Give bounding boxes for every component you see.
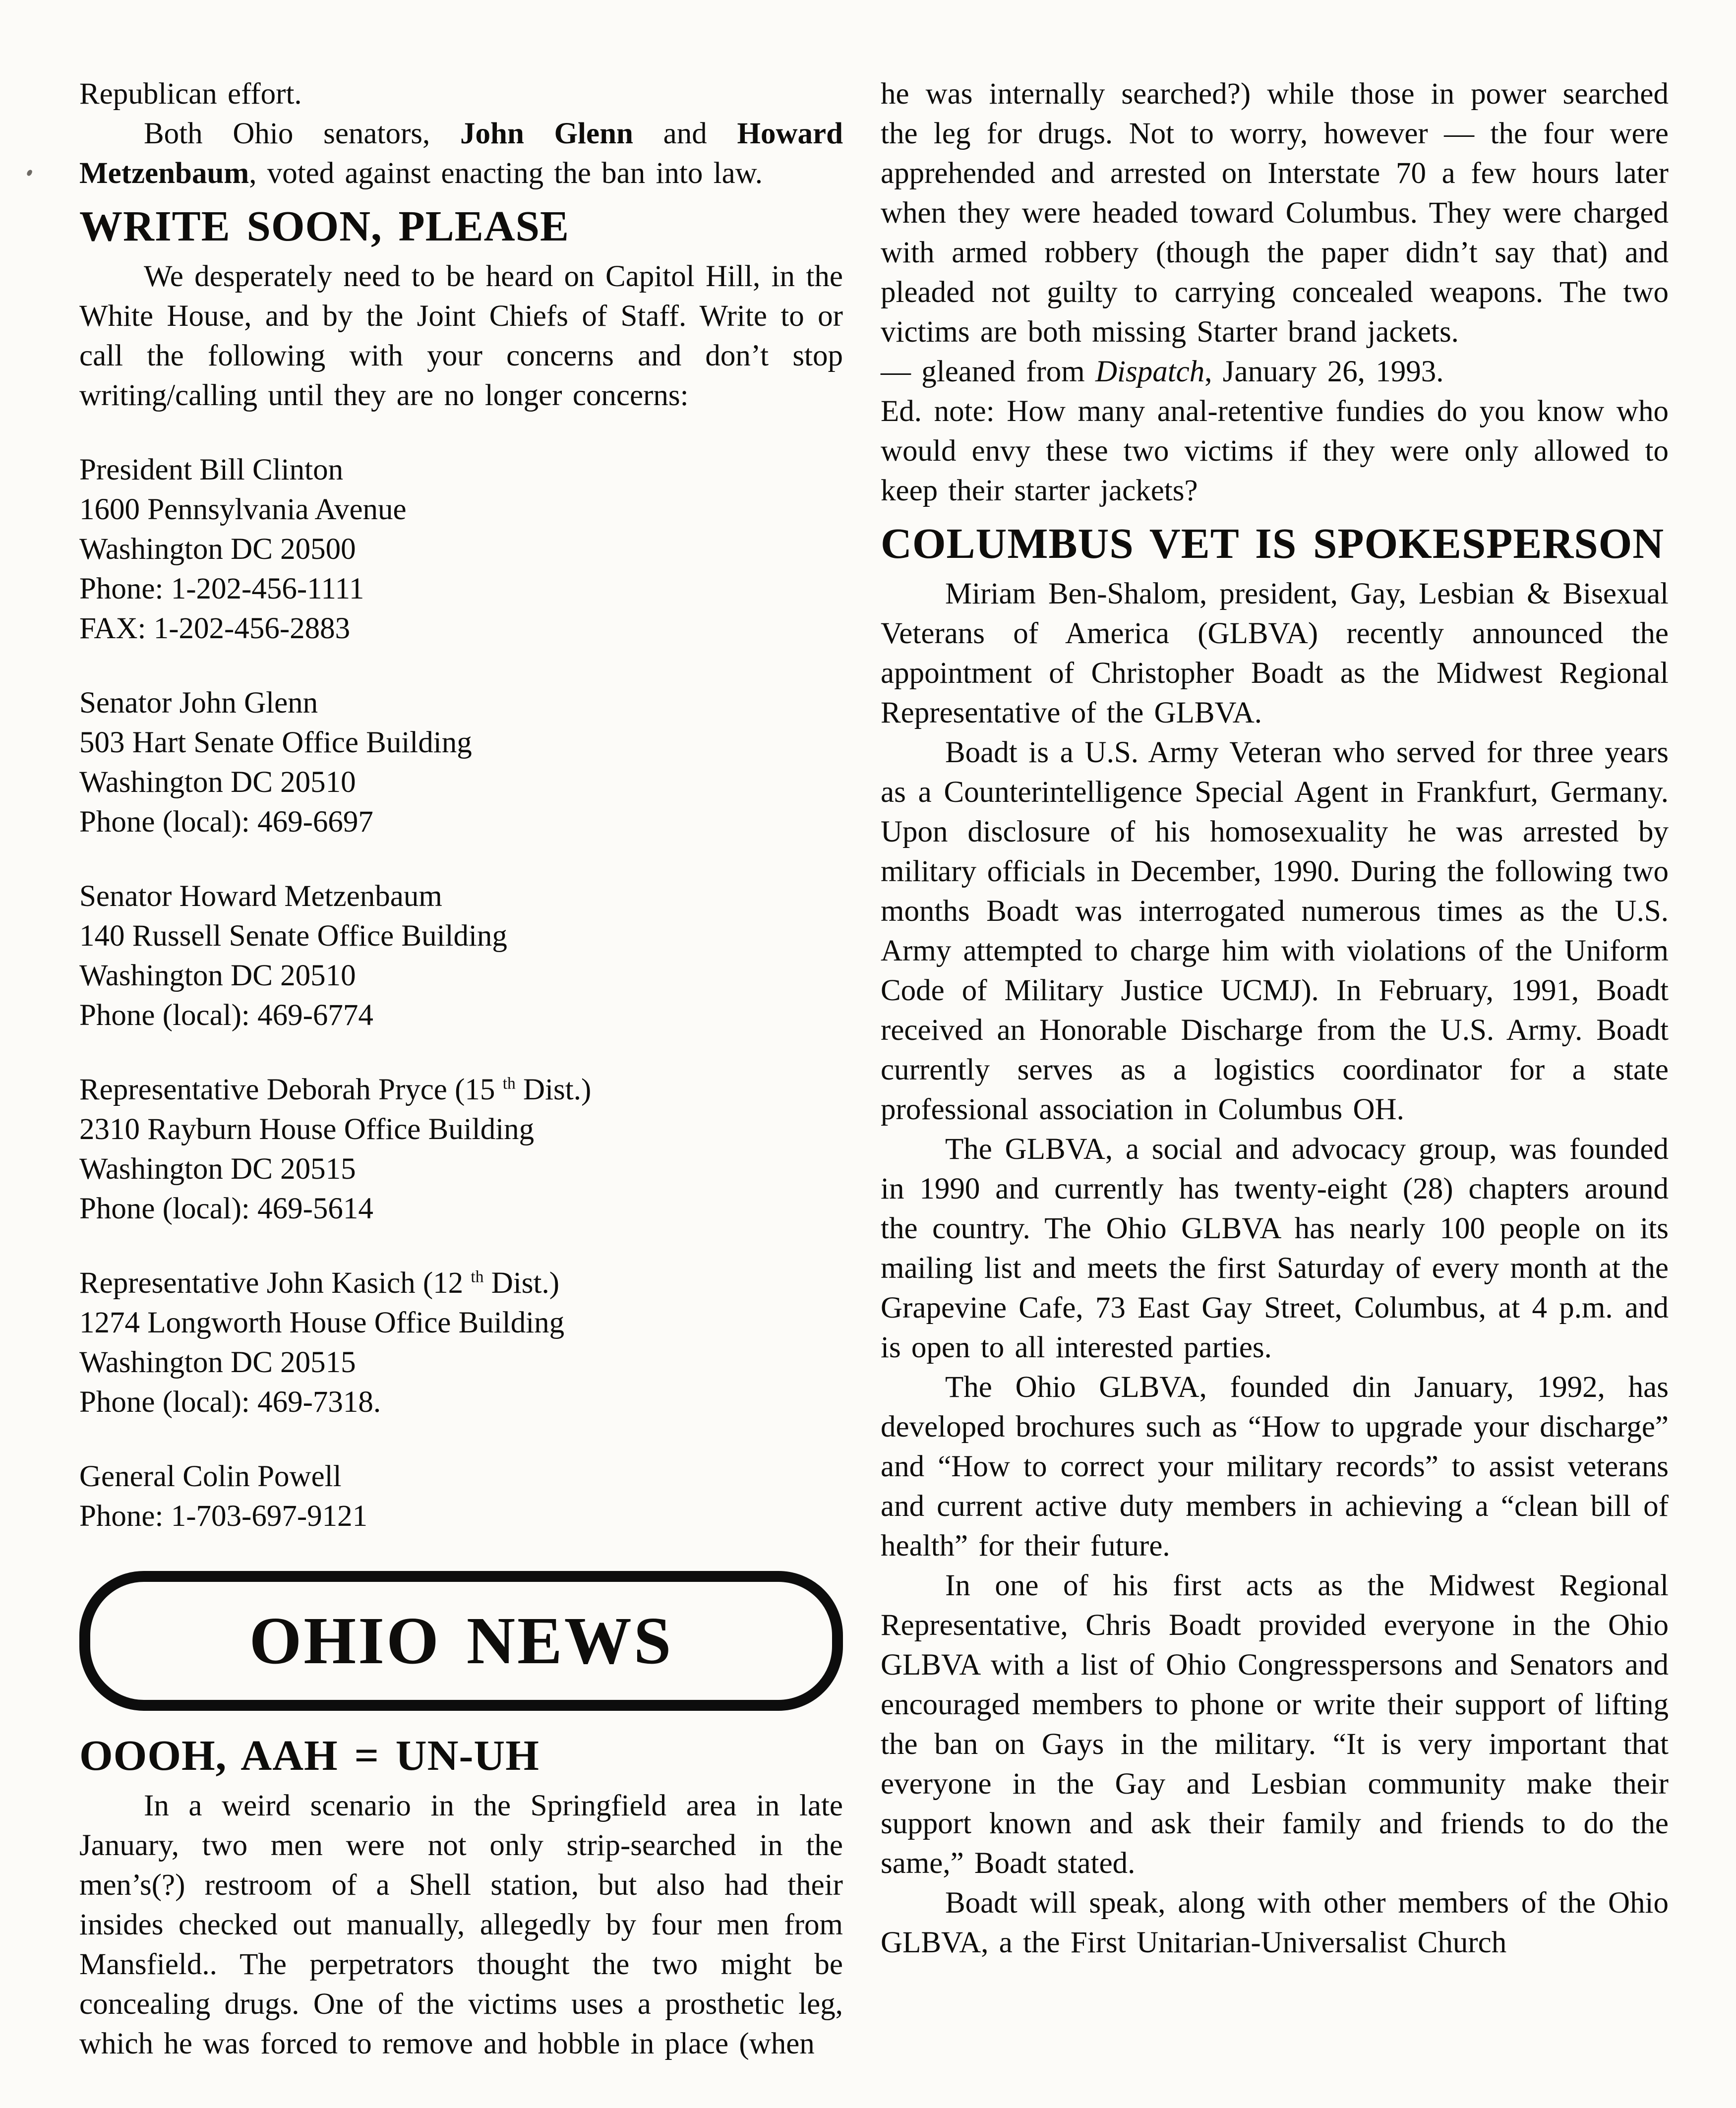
contact-line — [79, 916, 843, 956]
ohio-news-banner-title: OHIO NEWS — [249, 1604, 673, 1678]
para-first-acts — [881, 1566, 1669, 1883]
text-segment: Phone (local): 469-7318. — [79, 1385, 381, 1419]
para-glbva-founded — [881, 1130, 1669, 1368]
text-segment: Boadt will speak, along with other members of the Ohio GLBVA, a the First Unitarian-Universalist Church — [881, 1886, 1669, 1959]
text-segment: Republican effort. — [79, 77, 302, 111]
text-segment: Senator Howard Metzenbaum — [79, 880, 442, 913]
text-segment: Phone (local): 469-5614 — [79, 1192, 373, 1225]
contact-pryce — [79, 1070, 843, 1229]
para-brochures — [881, 1368, 1669, 1566]
para-both-senators — [79, 114, 843, 193]
text-segment: General Colin Powell — [79, 1460, 342, 1493]
text-segment: Ed. note: How many anal-retentive fundies do you know who would envy these two victims if they were only allowed to keep their starter jackets? — [881, 395, 1669, 507]
text-segment: Phone (local): 469-6697 — [79, 805, 373, 839]
heading-columbus-vet: COLUMBUS VET IS SPOKESPERSON — [881, 519, 1665, 567]
para-ed-note — [881, 392, 1669, 511]
contact-line — [79, 490, 843, 530]
ohio-news-banner — [79, 1571, 843, 1711]
contact-powell — [79, 1457, 843, 1536]
contact-line — [79, 802, 843, 842]
contact-line — [79, 1343, 843, 1383]
text-segment: Dist.) — [515, 1073, 592, 1106]
contact-glenn — [79, 683, 843, 842]
bold-text-segment: Howard Metzenbaum — [79, 117, 843, 190]
heading-oooh: OOOH, AAH = UN-UH — [79, 1731, 539, 1779]
contact-line — [79, 1110, 843, 1149]
contact-line — [79, 609, 843, 649]
contact-line — [79, 1189, 843, 1229]
text-segment: Washington DC 20510 — [79, 959, 356, 992]
text-segment: Phone (local): 469-6774 — [79, 999, 373, 1032]
text-segment: — gleaned from — [881, 355, 1095, 388]
text-segment: Miriam Ben-Shalom, president, Gay, Lesbian & Bisexual Veterans of America (GLBVA) recently announced the appointment of Christopher Boadt as the Midwest Regional Representative of the GLBVA. — [881, 577, 1669, 729]
text-segment: he was internally searched?) while those in power searched the leg for drugs. Not to worry, however — the four were apprehended and arrested on Interstate 70 a few hours later when they were headed toward Columbus. They were charged with armed robbery (though the paper didn’t say that) and pleaded not guilty to carrying concealed weapons. The two victims are both missing Starter brand jackets. — [881, 77, 1669, 349]
scan-speck — [26, 169, 33, 177]
para-gleaned-from — [881, 352, 1669, 392]
text-segment: Representative John Kasich (12 — [79, 1266, 471, 1300]
text-segment: Washington DC 20515 — [79, 1152, 356, 1186]
para-we-desperately — [79, 257, 843, 416]
text-segment: We desperately need to be heard on Capitol Hill, in the White House, and by the Joint Chiefs of Staff. Write to or call the following with your concerns and don’t stop writing/calling until they are no longer concerns: — [79, 260, 843, 412]
contact-line — [79, 763, 843, 802]
text-segment: Boadt is a U.S. Army Veteran who served for three years as a Counterintelligence Special Agent in Frankfurt, Germany. Upon disclosure of his homosexuality he was arrested by military officials in December, 1990. During the following two months Boadt was interrogated numerous times as the U.S. Army attempted to charge him with violations of the Uniform Code of Military Justice UCMJ). In February, 1991, Boadt received an Honorable Discharge from the U.S. Army. Boadt currently serves as a logistics coordinator for a state professional association in Columbus OH. — [881, 736, 1669, 1126]
text-segment: Washington DC 20500 — [79, 533, 356, 566]
text-segment: 140 Russell Senate Office Building — [79, 919, 507, 953]
text-segment: In a weird scenario in the Springfield area in late January, two men were not only strip-searched in the men’s(?) restroom of a Shell station, but also had their insides checked out manually, allegedly by four men from Mansfield.. The perpetrators thought the two might be concealing drugs. One of the victims uses a prosthetic leg, which he was forced to remove and hobble in place (when — [79, 1789, 843, 2060]
text-segment: , voted against enacting the ban into law. — [249, 157, 763, 190]
contact-line — [79, 450, 843, 490]
text-segment: President Bill Clinton — [79, 453, 344, 486]
text-segment: FAX: 1-202-456-2883 — [79, 612, 351, 645]
contact-line — [79, 1070, 843, 1110]
text-segment: , January 26, 1993. — [1204, 355, 1444, 388]
contact-line — [79, 683, 843, 723]
text-segment: 503 Hart Senate Office Building — [79, 726, 472, 759]
text-segment: and — [633, 117, 737, 150]
para-boadt-army — [881, 733, 1669, 1130]
contact-line — [79, 1149, 843, 1189]
para-internal-search — [881, 74, 1669, 352]
contact-line — [79, 530, 843, 569]
contact-kasich — [79, 1264, 843, 1422]
para-boadt-speak — [881, 1883, 1669, 1963]
contact-line — [79, 569, 843, 609]
contact-line — [79, 877, 843, 916]
superscript-segment: th — [471, 1267, 484, 1286]
contact-line — [79, 723, 843, 763]
text-segment: Both Ohio senators, — [144, 117, 461, 150]
text-segment: Washington DC 20515 — [79, 1346, 356, 1379]
para-republican-effort — [79, 74, 843, 114]
text-segment: In one of his first acts as the Midwest Regional Representative, Chris Boadt provided everyone in the Ohio GLBVA with a list of Ohio Congresspersons and Senators and encouraged members to phone or write their support of lifting the ban on Gays in the military. “It is very important that everyone in the Gay and Lesbian community make their support known and ask their family and friends to do the same,” Boadt stated. — [881, 1569, 1669, 1880]
text-segment: 1274 Longworth House Office Building — [79, 1306, 565, 1339]
left-column — [79, 74, 843, 2108]
text-segment: The Ohio GLBVA, founded din January, 1992, has developed brochures such as “How to upgrade your discharge” and “How to correct your military records” to assist veterans and current active duty members in achieving a “clean bill of health” for their future. — [881, 1371, 1669, 1563]
text-segment: Phone: 1-202-456-1111 — [79, 572, 364, 605]
text-segment: Phone: 1-703-697-9121 — [79, 1500, 368, 1533]
text-segment: Dist.) — [483, 1266, 560, 1300]
superscript-segment: th — [502, 1074, 516, 1093]
heading-write-soon: WRITE SOON, PLEASE — [79, 202, 569, 250]
bold-text-segment: John Glenn — [460, 117, 633, 150]
text-segment: Senator John Glenn — [79, 686, 318, 720]
contact-line — [79, 1303, 843, 1343]
contact-clinton — [79, 450, 843, 649]
text-segment: 2310 Rayburn House Office Building — [79, 1113, 535, 1146]
text-segment: 1600 Pennsylvania Avenue — [79, 493, 407, 526]
text-segment: The GLBVA, a social and advocacy group, was founded in 1990 and currently has twenty-eight (28) chapters around the country. The Ohio GLBVA has nearly 100 people on its mailing list and meets the first Saturday of every month at the Grapevine Cafe, 73 East Gay Street, Columbus, at 4 p.m. and is open to all interested parties. — [881, 1133, 1669, 1364]
contact-line — [79, 996, 843, 1035]
italic-text-segment: Dispatch — [1095, 355, 1205, 388]
contact-line — [79, 1457, 843, 1497]
contact-line — [79, 1264, 843, 1303]
contact-line — [79, 1497, 843, 1536]
right-column — [881, 74, 1669, 2108]
text-segment: Representative Deborah Pryce (15 — [79, 1073, 503, 1106]
para-springfield — [79, 1786, 843, 2064]
contact-metzenbaum — [79, 877, 843, 1035]
contact-line — [79, 956, 843, 996]
text-segment: Washington DC 20510 — [79, 766, 356, 799]
para-miriam — [881, 574, 1669, 733]
contact-line — [79, 1383, 843, 1422]
